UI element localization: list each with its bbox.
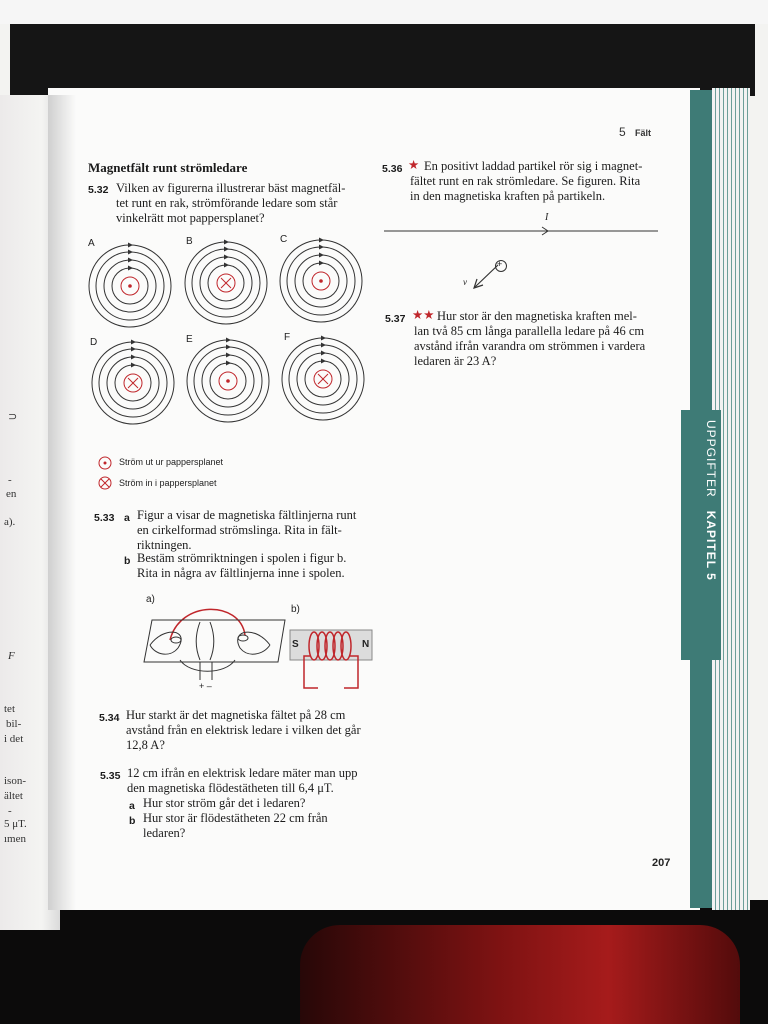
question-number: 5.32 (88, 184, 109, 196)
chapter-number: 5 (619, 125, 626, 139)
margin-fragment: ımen (4, 833, 26, 845)
question-number: 5.35 (100, 770, 121, 782)
conductor-figure (380, 215, 665, 300)
question-text: Hur stor är flödestätheten 22 cm från (143, 811, 328, 825)
pole-south: S (292, 639, 299, 650)
current-in-icon (97, 475, 113, 491)
chapter-tab-text: UPPGIFTER KAPITEL 5 (704, 420, 718, 581)
pole-north: N (362, 639, 370, 650)
question-text: Hur stor är den magnetiska kraften mel- (437, 309, 637, 323)
subquestion-label: b (129, 815, 136, 827)
subquestion-label: a (124, 512, 130, 524)
question-text: Vilken av figurerna illustrerar bäst magnetfäl- (116, 181, 346, 195)
legend-in: Ström in i pappersplanet (119, 478, 217, 488)
figure-label: b) (291, 604, 300, 615)
diagram-label: A (88, 238, 95, 249)
question-text: riktningen. (137, 538, 192, 552)
diagram-label: F (284, 332, 291, 343)
question-text: 12,8 A? (126, 738, 165, 752)
question-text: Figur a visar de magnetiska fältlinjerna runt (137, 508, 357, 522)
margin-fragment: a). (4, 516, 16, 528)
margin-fragment: ison- (4, 775, 26, 787)
question-text: Hur stor ström går det i ledaren? (143, 796, 306, 810)
margin-fragment: F (8, 650, 15, 662)
question-text: en cirkelformad strömslinga. Rita in fält- (137, 523, 342, 537)
question-text: Rita in några av fältlinjerna inne i spolen. (137, 566, 345, 580)
margin-fragment: tet (4, 703, 15, 715)
margin-fragment: i det (4, 733, 24, 745)
question-text: ledaren? (143, 826, 186, 840)
diagram-label: D (90, 337, 98, 348)
difficulty-stars: ★★ (412, 308, 435, 322)
current-loop-figure (140, 600, 290, 695)
diagram-c (280, 238, 362, 323)
margin-fragment: ältet (4, 790, 23, 802)
section-heading: Magnetfält runt strömledare (88, 160, 248, 175)
figure-label: a) (146, 594, 155, 605)
diagram-d (92, 340, 174, 425)
question-text: den magnetiska flödestätheten till 6,4 μT. (127, 781, 334, 795)
diagram-label: E (186, 334, 193, 345)
margin-fragment: bil- (6, 718, 22, 730)
charge-sign: + (497, 259, 503, 269)
margin-fragment: - (8, 805, 12, 817)
margin-fragment: ⊃ (8, 411, 18, 423)
question-text: En positivt laddad partikel rör sig i magnet- (424, 159, 643, 173)
difficulty-stars: ★ (408, 158, 420, 172)
question-text: lan två 85 cm långa parallella ledare på 46 cm (414, 324, 645, 338)
question-number: 5.33 (94, 512, 115, 524)
margin-fragment: 5 μT. (4, 818, 27, 830)
question-text: Bestäm strömriktningen i spolen i figur b. (137, 551, 347, 565)
question-text: fältet runt en rak strömledare. Se figuren. Rita (410, 174, 641, 188)
legend-out: Ström ut ur pappersplanet (119, 457, 224, 467)
diagram-e (187, 338, 269, 423)
diagram-f (282, 336, 364, 421)
question-text: in den magnetiska kraften på partikeln. (410, 189, 606, 203)
question-text: avstånd ifrån varandra om strömmen i vardera (414, 339, 646, 353)
chapter-word: Fält (635, 128, 652, 138)
diagram-label: C (280, 234, 288, 245)
margin-fragment: - (8, 474, 12, 486)
diagram-b (185, 240, 267, 325)
question-text: tet runt en rak, strömförande ledare som står (116, 196, 338, 210)
subquestion-label: b (124, 555, 131, 567)
question-text: vinkelrätt mot pappersplanet? (116, 211, 265, 225)
margin-fragment: en (6, 488, 17, 500)
question-number: 5.34 (99, 712, 120, 724)
question-text: ledaren är 23 A? (414, 354, 497, 368)
question-number: 5.37 (385, 313, 406, 325)
coil-figure (288, 626, 378, 696)
subquestion-label: a (129, 800, 135, 812)
question-text: avstånd från en elektrisk ledare i vilken det går (126, 723, 361, 737)
question-text: 12 cm ifrån en elektrisk ledare mäter man upp (127, 766, 358, 780)
current-out-icon (97, 455, 113, 471)
battery-signs: + – (199, 681, 212, 691)
current-label: I (545, 212, 549, 223)
diagram-label: B (186, 236, 193, 247)
page-number: 207 (652, 857, 671, 869)
velocity-label: v (463, 277, 467, 287)
question-text: Hur starkt är det magnetiska fältet på 28 cm (126, 708, 346, 722)
diagram-a (89, 243, 171, 328)
question-number: 5.36 (382, 163, 403, 175)
